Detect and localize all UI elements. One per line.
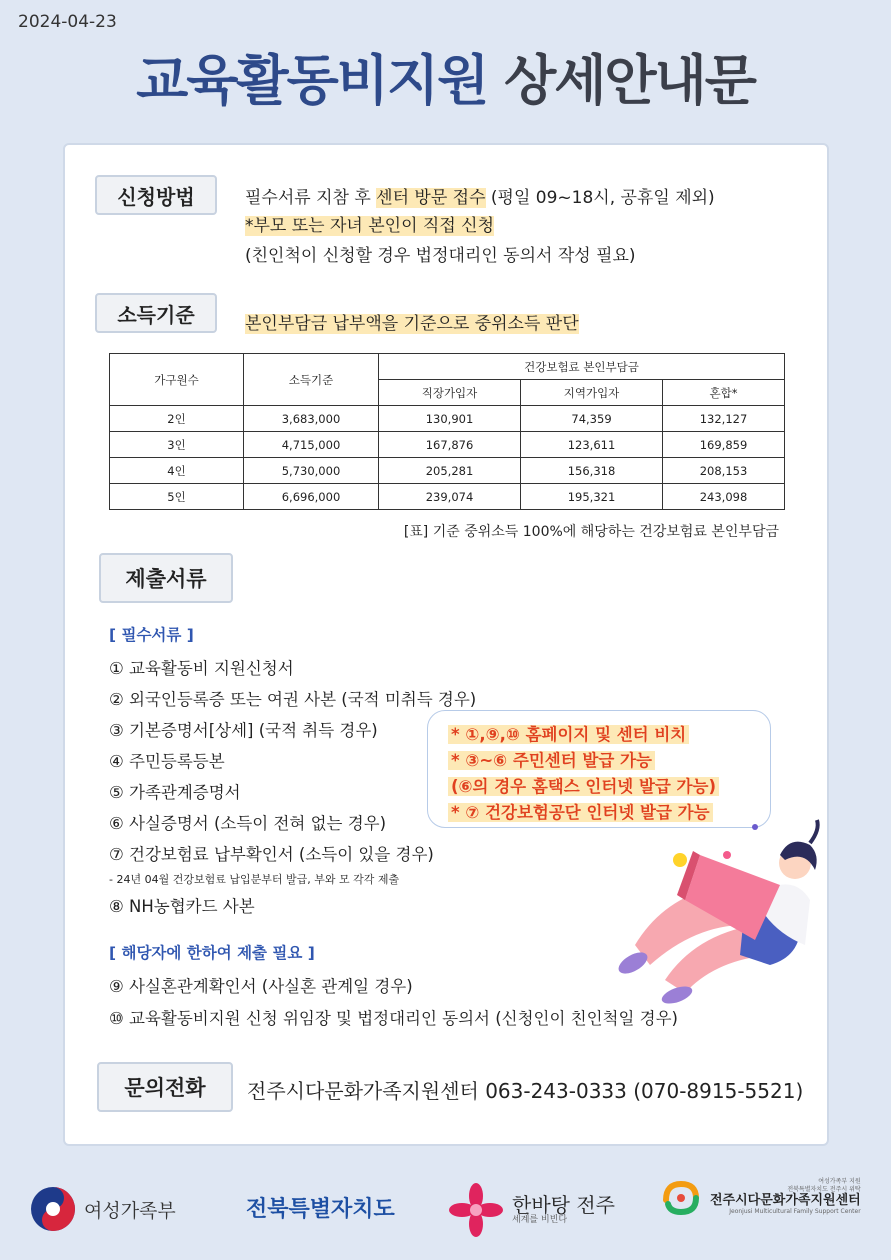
required-head: [ 필수서류 ] [109, 626, 194, 644]
th-income: 소득기준 [244, 354, 379, 406]
doc-item: ③ 기본증명서[상세] (국적 취득 경우) [109, 721, 378, 740]
income-text: 본인부담금 납부액을 기준으로 중위소득 판단 [245, 314, 579, 334]
doc-item: ⑥ 사실증명서 (소득이 전혀 없는 경우) [109, 814, 387, 833]
th-household: 가구원수 [110, 354, 244, 406]
taegeuk-icon [30, 1186, 76, 1232]
flower-icon [448, 1182, 504, 1238]
application-highlight: 센터 방문 접수 [376, 188, 486, 208]
application-line-2: *부모 또는 자녀 본인이 직접 신청 [245, 216, 495, 236]
title-main: 교육활동비지원 [136, 49, 488, 112]
logo-jeonju: 한바탕 전주 세계를 비빈다 [448, 1182, 615, 1238]
income-label: 소득기준 [95, 293, 217, 333]
reading-person-illustration [605, 815, 825, 1005]
callout-line: * ①,⑨,⑩ 홈페이지 및 센터 비치 [448, 721, 689, 745]
callout-line: * ⑦ 건강보험공단 인터넷 발급 가능 [448, 799, 713, 823]
doc-item: ⑩ 교육활동비지원 신청 위임장 및 법정대리인 동의서 (신청인이 친인척일 경우) [109, 1009, 678, 1028]
footer-logos [0, 1170, 891, 1250]
contact-label: 문의전화 [97, 1062, 233, 1112]
logo-center: 여성가족부 지원 전북특별자치도 전주시 위탁 전주시다문화가족지원센터 Jeonjusi Multicultural Family Support Center [660, 1176, 861, 1218]
logo-jeonbuk: 전북 특별자치도 [246, 1197, 395, 1222]
doc-item: ① 교육활동비 지원신청서 [109, 659, 294, 678]
doc-note: - 24년 04월 건강보험료 납입분부터 발급, 부와 모 각각 제출 [109, 873, 400, 886]
application-line-3: (친인척이 신청할 경우 법정대리인 동의서 작성 필요) [245, 246, 636, 266]
th-workplace: 직장가입자 [379, 380, 521, 406]
doc-item: ② 외국인등록증 또는 여권 사본 (국적 미취득 경우) [109, 690, 477, 709]
conditional-head: [ 해당자에 한하여 제출 필요 ] [109, 944, 315, 962]
application-line-1: 필수서류 지참 후 센터 방문 접수 (평일 09~18시, 공휴일 제외) [245, 188, 715, 208]
table-row: 4인 5,730,000 205,281 156,318 208,153 [110, 458, 785, 484]
page-title [0, 38, 891, 115]
doc-item: ⑦ 건강보험료 납부확인서 (소득이 있을 경우) [109, 845, 434, 864]
th-insurance: 건강보험료 본인부담금 [379, 354, 785, 380]
doc-item: ⑤ 가족관계증명서 [109, 783, 241, 802]
contact-text: 전주시다문화가족지원센터 063-243-0333 (070-8915-5521) [247, 1079, 804, 1103]
title-sub: 상세안내문 [504, 49, 755, 112]
content-card [63, 143, 829, 1146]
application-label: 신청방법 [95, 175, 217, 215]
table-note: [표] 기준 중위소득 100%에 해당하는 건강보험료 본인부담금 [403, 524, 779, 540]
doc-item: ⑧ NH농협카드 사본 [109, 897, 255, 916]
table-row: 5인 6,696,000 239,074 195,321 243,098 [110, 484, 785, 510]
table-row: 3인 4,715,000 167,876 123,611 169,859 [110, 432, 785, 458]
date: 2024-04-23 [18, 12, 117, 32]
th-mixed: 혼합* [663, 380, 785, 406]
logo-mogef: 여성가족부 [30, 1186, 176, 1232]
doc-item: ⑨ 사실혼관계확인서 (사실혼 관계일 경우) [109, 977, 413, 996]
center-logo-icon [660, 1176, 702, 1218]
callout-line: (⑥의 경우 홈택스 인터넷 발급 가능) [448, 773, 719, 797]
documents-label: 제출서류 [99, 553, 233, 603]
doc-item: ④ 주민등록등본 [109, 752, 225, 771]
callout-line: * ③~⑥ 주민센터 발급 가능 [448, 747, 655, 771]
income-table [109, 353, 785, 510]
callout-box [427, 710, 771, 828]
table-row: 2인 3,683,000 130,901 74,359 132,127 [110, 406, 785, 432]
th-regional: 지역가입자 [521, 380, 663, 406]
